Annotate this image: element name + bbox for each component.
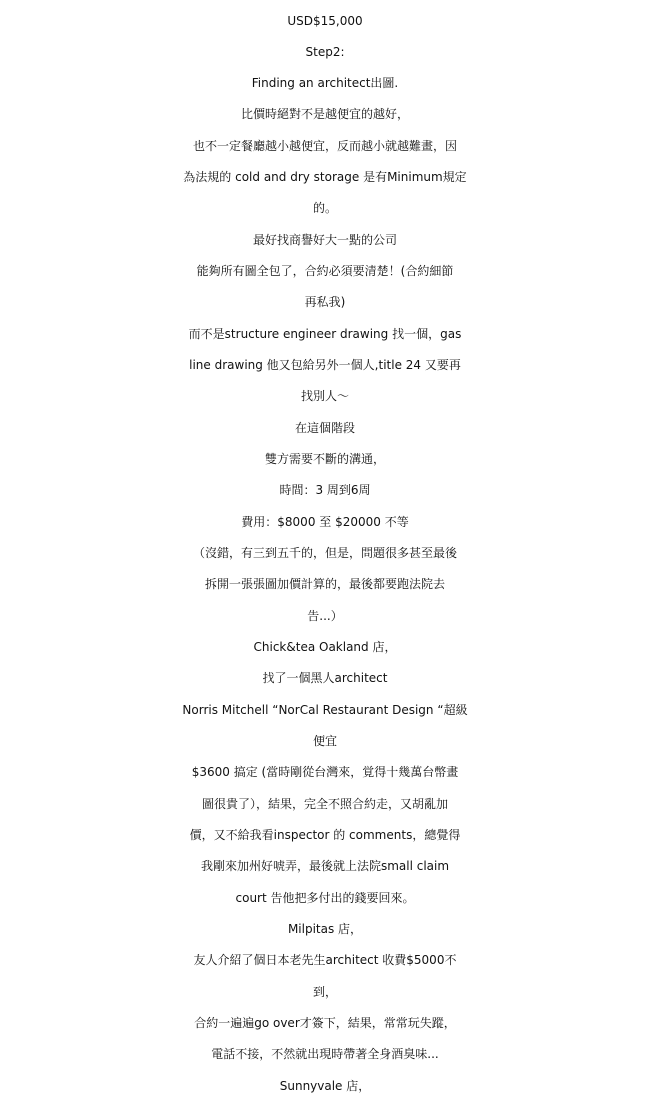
text-line: 最好找商譽好大一點的公司 <box>252 233 397 247</box>
text-line: Finding an architect出圖. <box>251 76 399 90</box>
text-line: 合約一遍遍go over才簽下，結果，常常玩失蹤， <box>194 1016 456 1030</box>
text-line: Sunnyvale 店， <box>279 1079 371 1093</box>
text-line: 雙方需要不斷的溝通， <box>264 452 385 466</box>
text-line: 便宜 <box>312 734 337 748</box>
text-line: Step2: <box>305 45 345 59</box>
text-line: 再私我) <box>304 295 346 309</box>
text-line: $3600 搞定 (當時剛從台灣來，覚得十幾萬台幣畫 <box>191 765 459 779</box>
text-line: 找了一個黑人architect <box>262 671 388 685</box>
text-line: 價，又不給我看inspector 的 comments，總覺得 <box>189 828 461 842</box>
text-line: USD$15,000 <box>287 14 363 28</box>
text-line: 告...） <box>307 609 343 623</box>
text-line: 我剛來加州好唬弄，最後就上法院small claim <box>200 859 450 873</box>
text-line: 費用：$8000 至 $20000 不等 <box>241 515 409 529</box>
text-line: 找別人～ <box>300 389 349 403</box>
text-line: （沒錯，有三到五千的，但是，問題很多甚至最後 <box>192 546 457 560</box>
text-line: 比價時絕對不是越便宜的越好， <box>240 107 409 121</box>
text-line: 友人介紹了個日本老先生architect 收費$5000不 <box>193 953 457 967</box>
text-line: 而不是structure engineer drawing 找一個，gas <box>188 327 462 341</box>
text-line: Milpitas 店， <box>287 922 363 936</box>
text-line: 在這個階段 <box>294 421 355 435</box>
text-line: Chick&tea Oakland 店， <box>253 640 397 654</box>
text-line: 的。 <box>312 201 337 215</box>
text-line: 時間：3 周到6周 <box>279 483 371 497</box>
text-line: 電話不接，不然就出現時帶著全身酒臭味... <box>211 1047 439 1061</box>
text-line: court 告他把多付出的錢要回來。 <box>235 891 415 905</box>
text-line: line drawing 他又包給另外一個人,title 24 又要再 <box>189 358 461 372</box>
text-line: 拆開一張張圖加價計算的，最後都要跑法院去 <box>204 577 445 591</box>
text-line: 到， <box>312 985 337 999</box>
text-line: 為法規的 cold and dry storage 是有Minimum規定 <box>183 170 467 184</box>
text-line: 也不一定餐廳越小越便宜，反而越小就越難畫，因 <box>192 139 457 153</box>
text-line: 圖很貴了），結果，完全不照合約走，又胡亂加 <box>201 797 448 811</box>
text-line: Norris Mitchell “NorCal Restaurant Design “超級 <box>182 703 468 717</box>
text-line: 能夠所有圖全包了，合約必須要清楚！(合約細節 <box>196 264 454 278</box>
